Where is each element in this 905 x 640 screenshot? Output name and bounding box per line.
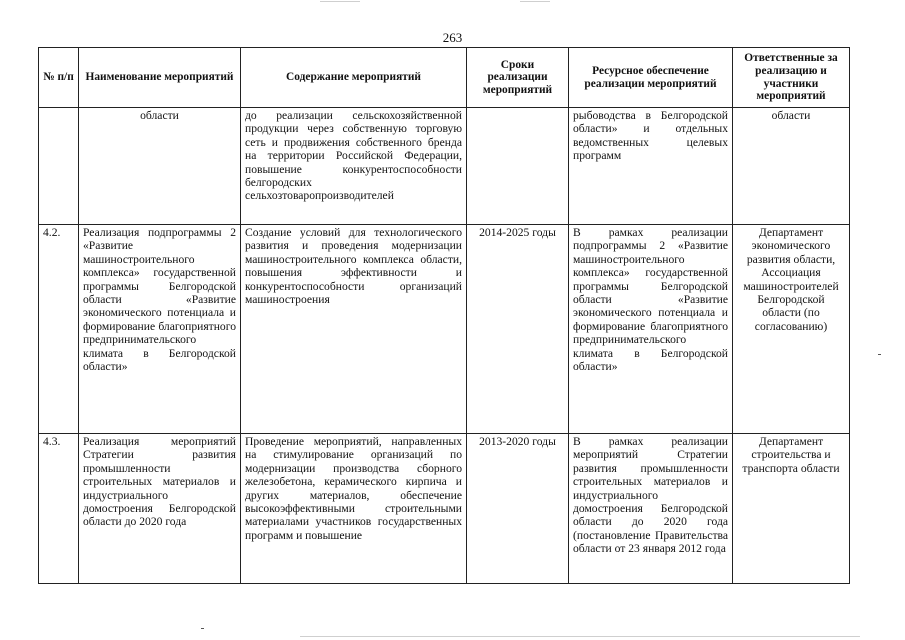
top-edge-rule: [320, 1, 360, 2]
bottom-edge-rule: [300, 636, 860, 637]
cell-name: Реализация подпрограммы 2 «Развитие машиностроительного комплекса» государственной программы Белгородской области «Развитие экономического потенциала и формирование благоприятного предпринимательского климата в Белгородской области»: [79, 225, 241, 434]
table-row: [39, 434, 850, 584]
cell-terms: [467, 108, 569, 225]
cell-resources: рыбоводства в Белгородской области» и отдельных ведомственных целевых программ: [569, 108, 733, 225]
scan-speck: [201, 628, 204, 629]
page-number: 263: [442, 30, 463, 45]
header-terms: Сроки реализации мероприятий: [467, 48, 569, 108]
cell-number: 4.2.: [39, 225, 79, 434]
cell-name: области: [79, 108, 241, 225]
table-row: [39, 108, 850, 225]
table-row: [39, 225, 850, 434]
cell-resources: В рамках реализации мероприятий Стратегии развития промышленности строительных материалов и индустриального домостроения Белгородской области до 2020 года (постановление Правительства области от 23 января 2012 года: [569, 434, 733, 584]
header-responsible: Ответственные за реализацию и участники мероприятий: [733, 48, 850, 108]
cell-responsible: Департамент экономического развития области, Ассоциация машиностроителей Белгородской области (по согласованию): [733, 225, 850, 434]
header-number: № п/п: [39, 48, 79, 108]
cell-number: 4.3.: [39, 434, 79, 584]
scan-speck: [878, 354, 881, 355]
cell-content: Создание условий для технологического развития и проведения модернизации машиностроительного комплекса области, повышения эффективности и конкурентоспособности организаций машиностроения: [241, 225, 467, 434]
cell-responsible: Департамент строительства и транспорта области: [733, 434, 850, 584]
cell-name: Реализация мероприятий Стратегии развития промышленности строительных материалов и индустриального домостроения Белгородской области до 2020 года: [79, 434, 241, 584]
header-content: Содержание мероприятий: [241, 48, 467, 108]
cell-terms: 2013-2020 годы: [467, 434, 569, 584]
measures-table: [38, 47, 850, 584]
cell-content: Проведение мероприятий, направленных на стимулирование организаций по модернизации производства сборного железобетона, керамического кирпича и других материалов, обеспечение высокоэффективными строительными материалами участников государственных программ и повышение: [241, 434, 467, 584]
cell-content: до реализации сельскохозяйственной продукции через собственную торговую сеть и продвижения собственного бренда на территории Российской Федерации, повышение конкурентоспособности белгородских сельхозтоваропроизводителей: [241, 108, 467, 225]
cell-terms: 2014-2025 годы: [467, 225, 569, 434]
top-edge-rule: [520, 1, 550, 2]
header-resources: Ресурсное обеспечение реализации мероприятий: [569, 48, 733, 108]
cell-number: [39, 108, 79, 225]
cell-resources: В рамках реализации подпрограммы 2 «Развитие машиностроительного комплекса» государственной программы Белгородской области «Развитие экономического потенциала и формирование благоприятного предпринимательского климата в Белгородской области»: [569, 225, 733, 434]
cell-responsible: области: [733, 108, 850, 225]
document-table-wrapper: [38, 47, 850, 584]
header-name: Наименование мероприятий: [79, 48, 241, 108]
table-header-row: [39, 48, 850, 108]
